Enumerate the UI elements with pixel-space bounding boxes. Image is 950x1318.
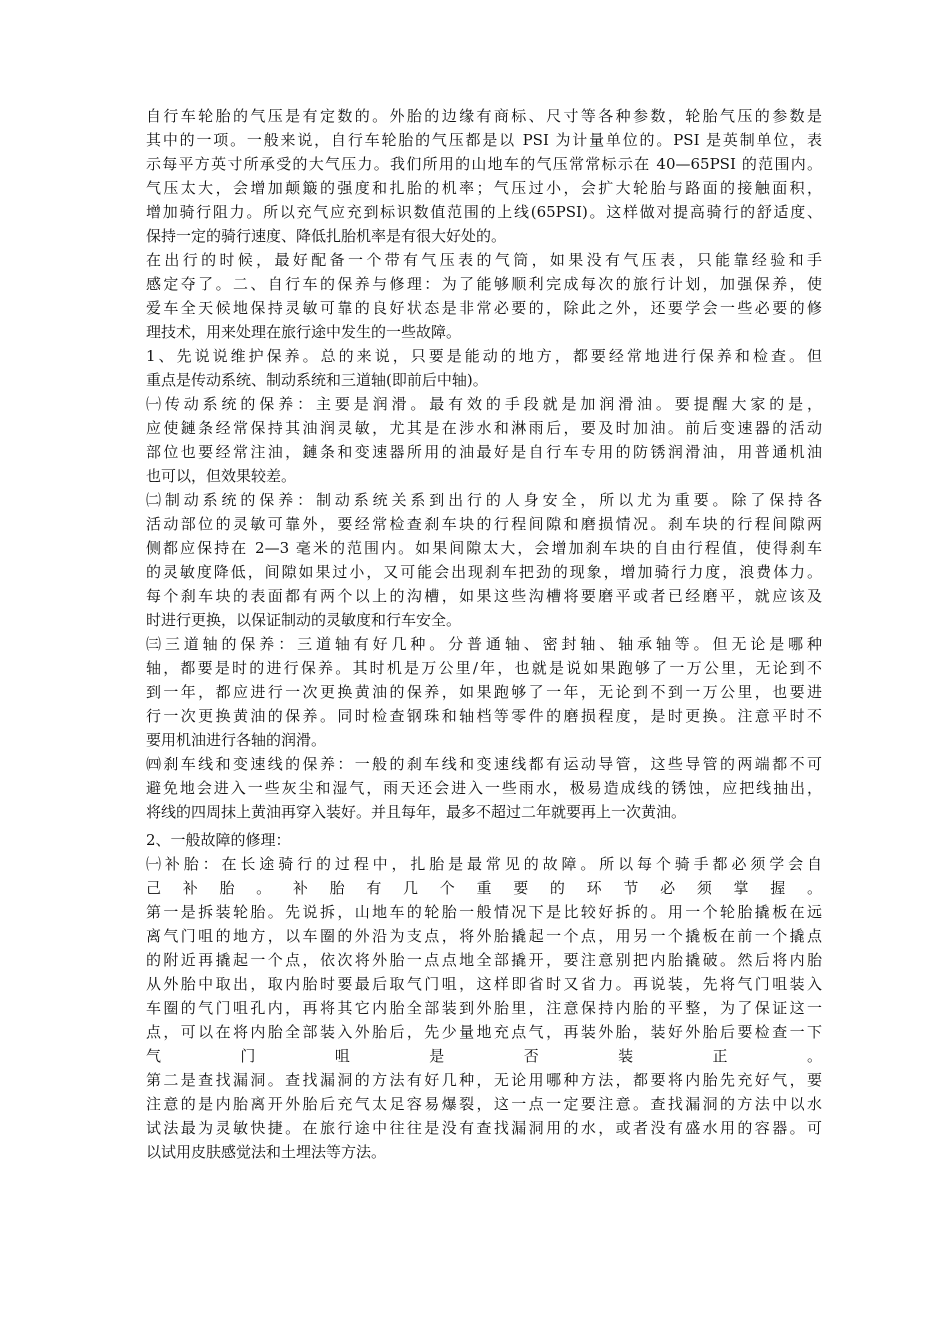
text-line: ㈠补胎：在长途骑行的过程中，扎胎是最常见的故障。所以每个骑手都必须学会自 [146, 855, 822, 873]
text-line: 2、一般故障的修理： [146, 831, 291, 849]
text-line: 理技术，用来处理在旅行途中发生的一些故障。 [146, 323, 462, 341]
text-line: 爱车全天候地保持灵敏可靠的良好状态是非常必要的，除此之外，还要学会一些必要的修 [146, 299, 822, 317]
text-line: 示每平方英寸所承受的大气压力。我们所用的山地车的气压常常标示在 40—65PSI 的范围内。 [146, 155, 822, 173]
text-line: 己补胎。补胎有几个重要的环节必须掌握。 [146, 879, 822, 897]
text-line: 到一年，都应进行一次更换黄油的保养，如果跑够了一年，无论到不到一万公里，也要进 [146, 683, 822, 701]
paragraph-maintenance-intro [146, 248, 822, 344]
text-line: 注意的是内胎离开外胎后充气太足容易爆裂，这一点一定要注意。查找漏洞的方法中以水 [146, 1095, 822, 1113]
text-line: 从外胎中取出，取内胎时要最后取气门咀，这样即省时又省力。再说装，先将气门咀装入 [146, 975, 822, 993]
text-line: 试法最为灵敏快捷。在旅行途中往往是没有查找漏洞用的水，或者没有盛水用的容器。可 [146, 1119, 822, 1137]
text-line: 1、先说说维护保养。总的来说，只要是能动的地方，都要经常地进行保养和检查。但 [146, 347, 822, 365]
text-line: 每个刹车块的表面都有两个以上的沟槽，如果这些沟槽将要磨平或者已经磨平，就应该及 [146, 587, 822, 605]
text-line: 气压太大，会增加颠簸的强度和扎胎的机率；气压过小，会扩大轮胎与路面的接触面积， [146, 179, 822, 197]
text-line: 离气门咀的地方，以车圈的外沿为支点，将外胎撬起一个点，用另一个撬板在前一个撬点 [146, 927, 822, 945]
text-line: 部位也要经常注油，鏈条和变速器所用的油最好是自行车专用的防锈润滑油，用普通机油 [146, 443, 822, 461]
text-line: 保持一定的骑行速度、降低扎胎机率是有很大好处的。 [146, 227, 507, 245]
paragraph-brakes [146, 488, 822, 632]
text-line: 重点是传动系统、制动系统和三道轴(即前后中轴)。 [146, 371, 488, 389]
paragraph-intro-tire-pressure [146, 104, 822, 248]
text-line: 其中的一项。一般来说，自行车轮胎的气压都是以 PSI 为计量单位的。PSI 是英制单位，表 [146, 131, 822, 149]
paragraph-tire-repair [146, 852, 822, 1164]
text-line: 要用机油进行各轴的润滑。 [146, 731, 327, 749]
text-line: ㈠传动系统的保养：主要是润滑。最有效的手段就是加润滑油。要提醒大家的是， [146, 395, 822, 413]
text-line: 增加骑行阻力。所以充气应充到标识数值范围的上线(65PSI)。这样做对提高骑行的舒适度、 [146, 203, 822, 221]
text-line: 气门咀是否装正。 [146, 1047, 822, 1065]
text-line: 避免地会进入一些灰尘和湿气，雨天还会进入一些雨水，极易造成线的锈蚀，应把线抽出， [146, 779, 822, 797]
text-line: 在出行的时候，最好配备一个带有气压表的气筒，如果没有气压表，只能靠经验和手 [146, 251, 822, 269]
text-line: 将线的四周抹上黄油再穿入装好。并且每年，最多不超过二年就要再上一次黄油。 [146, 803, 687, 821]
text-line: 也可以，但效果较差。 [146, 467, 297, 485]
text-line: 点，可以在将内胎全部装入外胎后，先少量地充点气，再装外胎，装好外胎后要检查一下 [146, 1023, 822, 1041]
text-line: 的灵敏度降低，间隙如果过小，又可能会出现刹车把劲的现象，增加骑行力度，浪费体力。 [146, 563, 822, 581]
paragraph-transmission [146, 392, 822, 488]
text-line: ㈡制动系统的保养：制动系统关系到出行的人身安全，所以尤为重要。除了保持各 [146, 491, 822, 509]
text-line: 的附近再撬起一个点，依次将外胎一点点地全部撬开，要注意别把内胎撬破。然后将内胎 [146, 951, 822, 969]
paragraph-axles [146, 632, 822, 752]
text-line: 侧都应保持在 2—3 毫米的范围内。如果间隙太大，会增加刹车块的自由行程值，使得刹车 [146, 539, 822, 557]
text-line: 轴，都要是时的进行保养。其时机是万公里/年，也就是说如果跑够了一万公里，无论到不 [146, 659, 822, 677]
document-body [146, 104, 822, 1164]
text-line: 感定夺了。二、自行车的保养与修理：为了能够顺利完成每次的旅行计划，加强保养，使 [146, 275, 822, 293]
paragraph-section-2 [146, 828, 822, 852]
text-line: 时进行更换，以保证制动的灵敏度和行车安全。 [146, 611, 462, 629]
text-line: 第二是查找漏洞。查找漏洞的方法有好几种，无论用哪种方法，都要将内胎先充好气，要 [146, 1071, 822, 1089]
text-line: 以试用皮肤感觉法和土埋法等方法。 [146, 1143, 387, 1161]
text-line: 活动部位的灵敏可靠外，要经常检查刹车块的行程间隙和磨损情况。刹车块的行程间隙两 [146, 515, 822, 533]
text-line: ㈣刹车线和变速线的保养：一般的刹车线和变速线都有运动导管，这些导管的两端都不可 [146, 755, 822, 773]
text-line: 自行车轮胎的气压是有定数的。外胎的边缘有商标、尺寸等各种参数，轮胎气压的参数是 [146, 107, 822, 125]
paragraph-cables [146, 752, 822, 824]
text-line: 行一次更换黄油的保养。同时检查钢珠和轴档等零件的磨损程度，是时更换。注意平时不 [146, 707, 822, 725]
text-line: 第一是拆装轮胎。先说拆，山地车的轮胎一般情况下是比较好拆的。用一个轮胎撬板在远 [146, 903, 822, 921]
text-line: ㈢三道轴的保养：三道轴有好几种。分普通轴、密封轴、轴承轴等。但无论是哪种 [146, 635, 822, 653]
text-line: 车圈的气门咀孔内，再将其它内胎全部装到外胎里，注意保持内胎的平整，为了保证这一 [146, 999, 822, 1017]
text-line: 应使鏈条经常保持其油润灵敏，尤其是在涉水和淋雨后，要及时加油。前后变速器的活动 [146, 419, 822, 437]
paragraph-section-1 [146, 344, 822, 392]
